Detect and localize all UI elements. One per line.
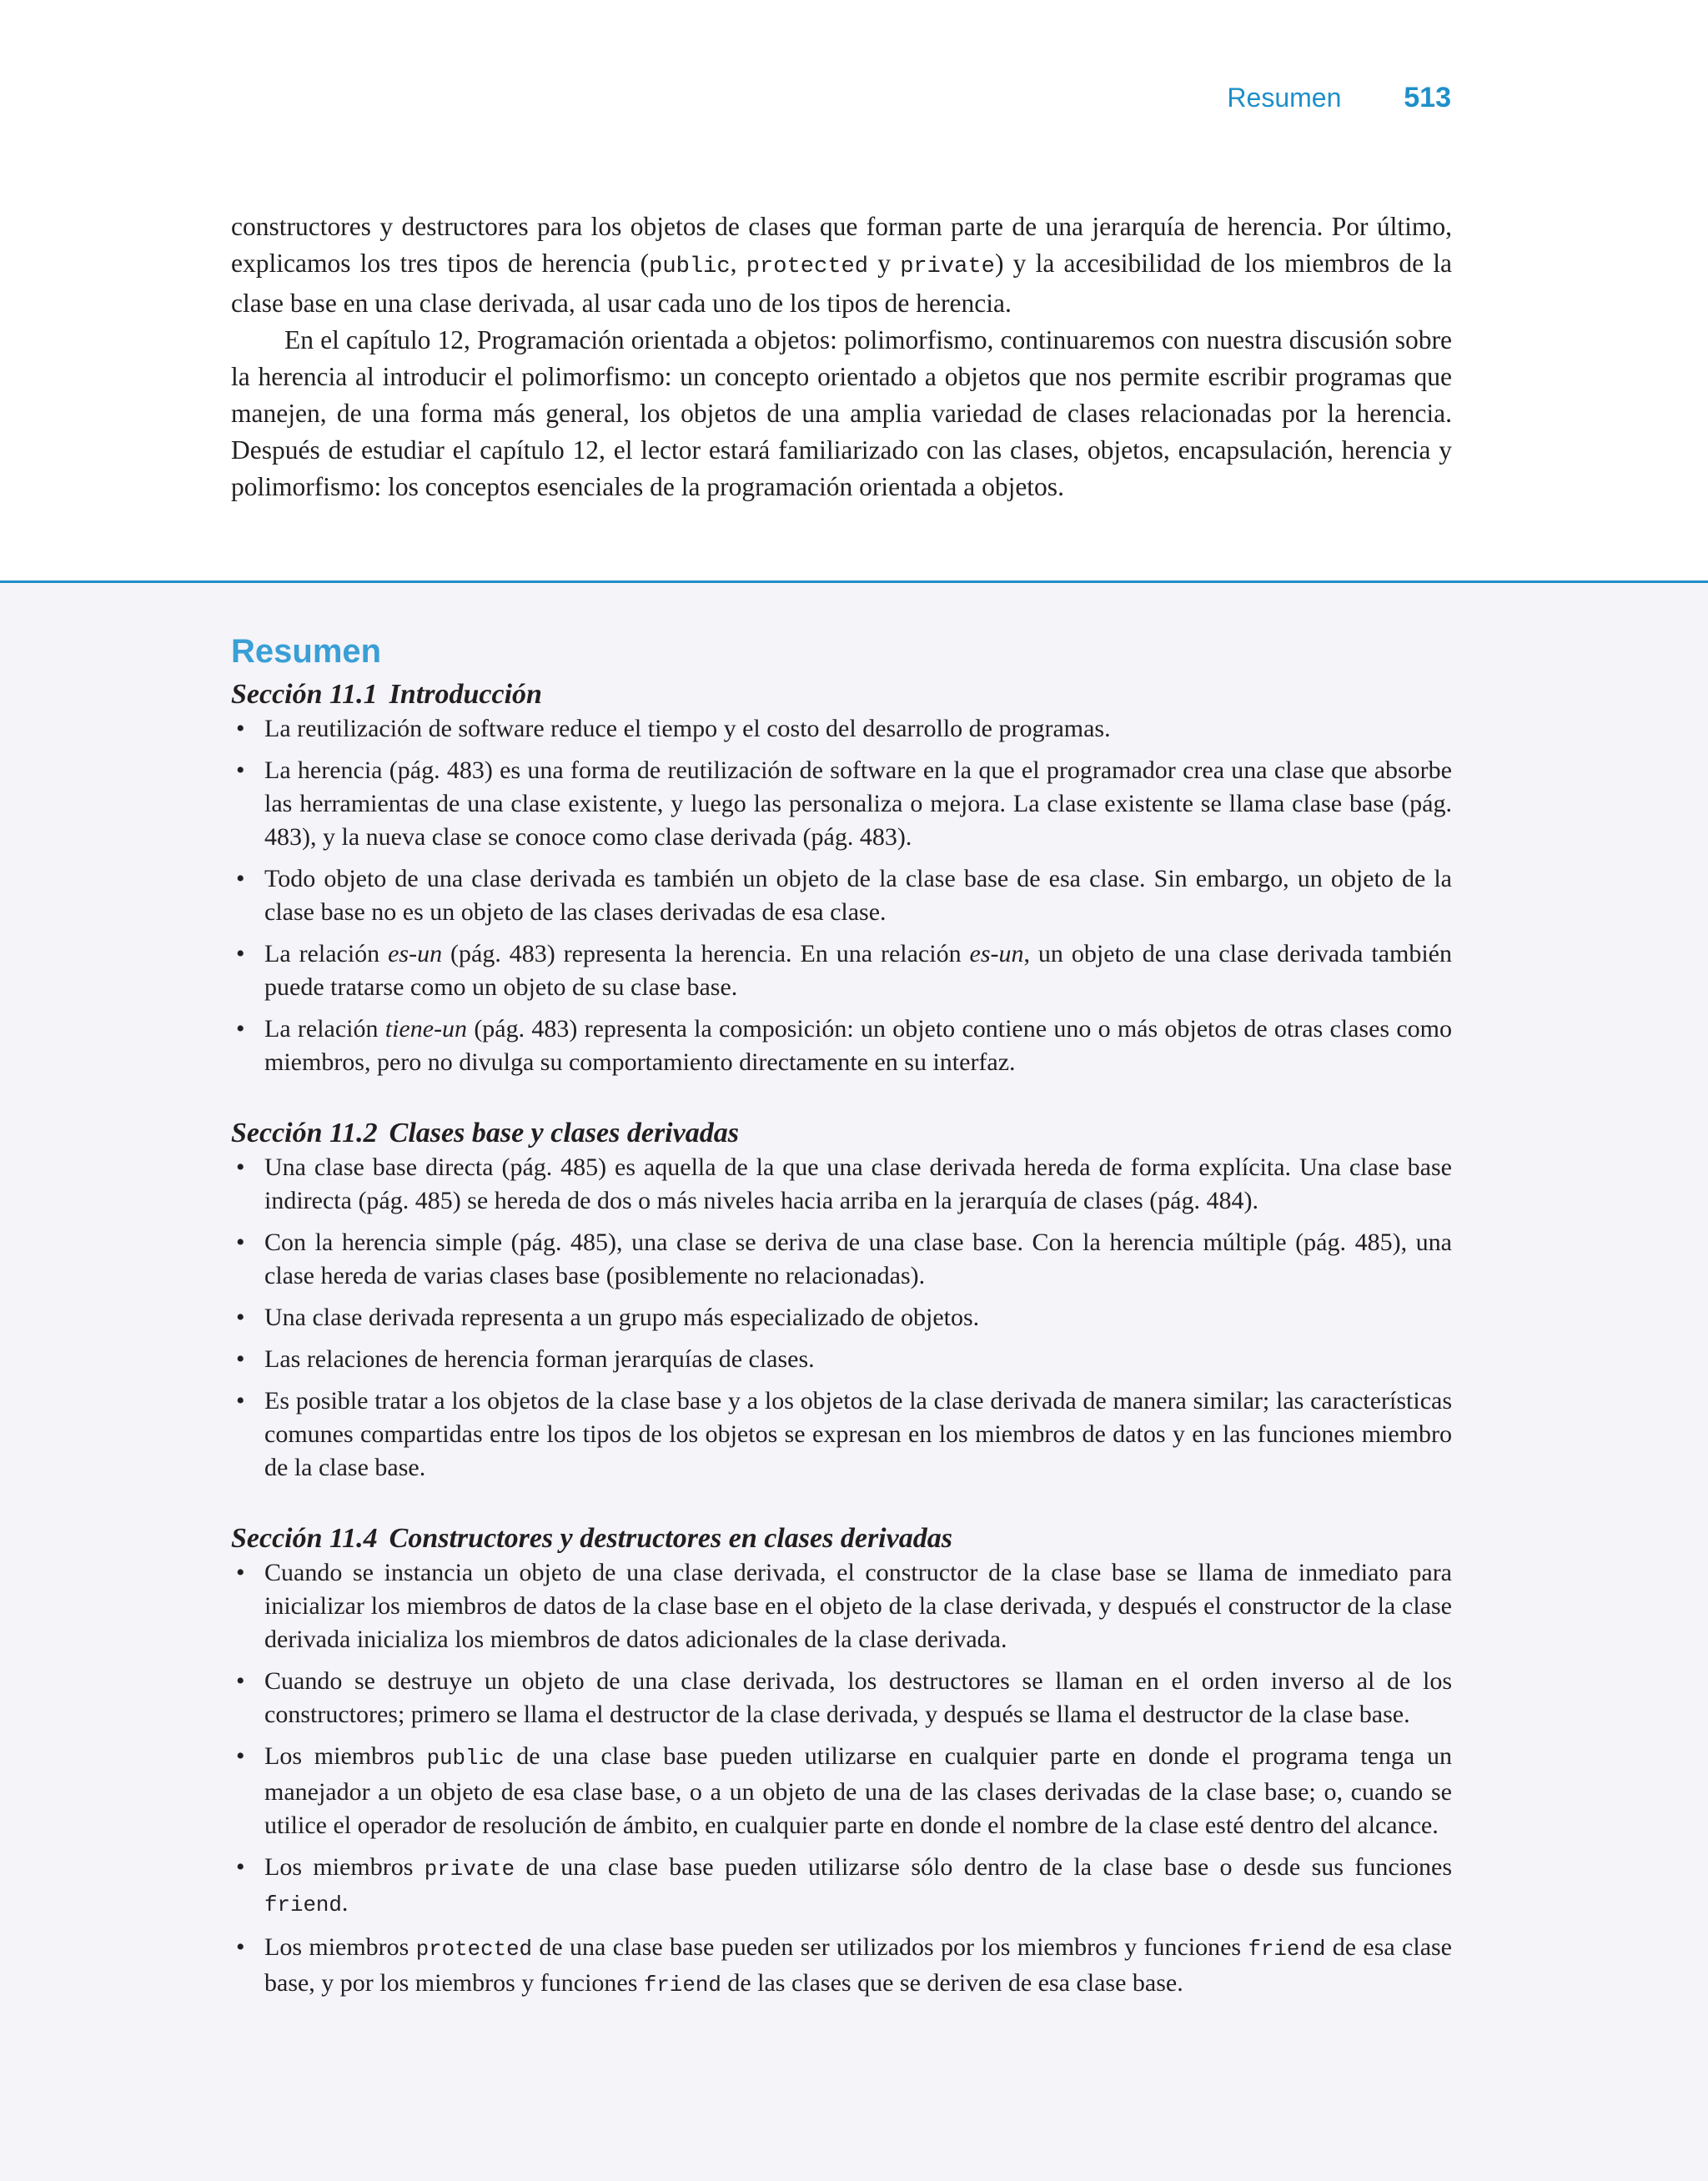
inline-code: public xyxy=(649,254,731,279)
inline-code: friend xyxy=(1248,1937,1326,1962)
section-name: Constructores y destructores en clases derivadas xyxy=(389,1523,952,1554)
bullet-list xyxy=(231,1556,1452,2003)
bullet-list xyxy=(231,1151,1452,1485)
section-heading xyxy=(231,1521,1452,1556)
text-run: Una clase derivada representa a un grupo más especializado de objetos. xyxy=(264,1304,980,1331)
text-run: Las relaciones de herencia forman jerarquías de clases. xyxy=(264,1345,815,1373)
section-name: Introducción xyxy=(389,679,542,710)
text-run: de las clases que se deriven de esa clase base. xyxy=(721,1969,1183,1997)
italic-term: es-un xyxy=(388,940,443,967)
text-run: y xyxy=(868,249,901,278)
text-run: Los miembros xyxy=(264,1853,424,1881)
text-run: , un objeto de una clase derivada también puede tratarse como un objeto de su clase base. xyxy=(264,940,1452,1001)
running-head xyxy=(1227,82,1451,114)
summary-box xyxy=(0,580,1708,2181)
text-run: Cuando se destruye un objeto de una clase derivada, los destructores se llaman en el orden inverso al de los constructores; primero se llama el destructor de la clase derivada, y después se llama el destructor de la clase base. xyxy=(264,1667,1452,1728)
text-run: La herencia (pág. 483) es una forma de reutilización de software en la que el programador crea una clase que absorbe las herramientas de una clase existente, y luego las personaliza o mejora. La clase existente se llama clase base (pág. 483), y la nueva clase se conoce como clase derivada (pág. 483). xyxy=(264,756,1452,851)
bullet-item xyxy=(231,1851,1452,1922)
text-run: constructores y destructores para los objetos de clases que forman parte de una jerarquía de herencia. Por último, explicamos los tres tipos de herencia ( xyxy=(231,212,1452,278)
text-run: Los miembros xyxy=(264,1742,427,1770)
summary-section xyxy=(231,1521,1452,2003)
summary-section xyxy=(231,677,1452,1079)
intro-text xyxy=(231,209,1452,505)
inline-code: protected xyxy=(746,254,868,279)
bullet-list xyxy=(231,712,1452,1079)
text-run: Los miembros xyxy=(264,1933,416,1961)
page-number: 513 xyxy=(1404,82,1451,113)
section-number: Sección 11.2 xyxy=(231,1118,378,1148)
bullet-item xyxy=(231,1343,1452,1376)
text-run: Una clase base directa (pág. 485) es aquella de la que una clase derivada hereda de forma explícita. Una clase base indirecta (pág. 485) se hereda de dos o más niveles hacia arriba en la jerarquía de clases (pág. 484). xyxy=(264,1153,1452,1214)
text-run: , xyxy=(730,249,746,278)
bullet-item xyxy=(231,937,1452,1004)
bullet-item xyxy=(231,1151,1452,1218)
inline-code: private xyxy=(900,254,995,279)
bullet-item xyxy=(231,1665,1452,1731)
bullet-item xyxy=(231,712,1452,746)
italic-term: tiene-un xyxy=(384,1015,468,1043)
section-number: Sección 11.4 xyxy=(231,1523,378,1554)
text-run: de una clase base pueden ser utilizados por los miembros y funciones xyxy=(532,1933,1248,1961)
text-run: . xyxy=(341,1889,349,1917)
section-heading xyxy=(231,1116,1452,1151)
summary-section xyxy=(231,1116,1452,1485)
text-run: (pág. 483) representa la composición: un objeto contiene uno o más objetos de otras clases como miembros, pero no divulga su comportamiento directamente en su interfaz. xyxy=(264,1015,1453,1076)
section-heading xyxy=(231,677,1452,712)
italic-term: es-un xyxy=(969,940,1024,967)
inline-code: private xyxy=(424,1857,515,1882)
text-run: (pág. 483) representa la herencia. En una relación xyxy=(442,940,970,967)
bullet-item xyxy=(231,862,1452,929)
inline-code: friend xyxy=(264,1893,342,1917)
summary-sections xyxy=(231,677,1452,2003)
intro-paragraph: En el capítulo 12, Programación orientada a objetos: polimorfismo, continuaremos con nuestra discusión sobre la herencia al introducir el polimorfismo: un concepto orientado a objetos que nos permite escribir programas que manejen, de una forma más general, los objetos de una amplia variedad de clases relacionadas por la herencia. Después de estudiar el capítulo 12, el lector estará familiarizado con las clases, objetos, encapsulación, herencia y polimorfismo: los conceptos esenciales de la programación orientada a objetos. xyxy=(231,325,1452,501)
summary-title: Resumen xyxy=(231,633,382,670)
text-run: Todo objeto de una clase derivada es también un objeto de la clase base de esa clase. Sin embargo, un objeto de la clase base no es un objeto de las clases derivadas de esa clase. xyxy=(264,865,1452,926)
running-head-title: Resumen xyxy=(1227,83,1342,113)
inline-code: friend xyxy=(643,1973,721,1998)
bullet-item xyxy=(231,1301,1452,1334)
text-run: La reutilización de software reduce el tiempo y el costo del desarrollo de programas. xyxy=(264,715,1111,742)
bullet-item xyxy=(231,1384,1452,1485)
bullet-item xyxy=(231,1931,1452,2003)
bullet-item xyxy=(231,754,1452,854)
intro-paragraph xyxy=(231,209,1452,322)
text-run: La relación xyxy=(264,1015,385,1043)
summary-content xyxy=(231,629,1452,2039)
text-run: Cuando se instancia un objeto de una clase derivada, el constructor de la clase base se llama de inmediato para inicializar los miembros de datos de la clase base en el objeto de la clase derivada, y después el constructor de la clase derivada inicializa los miembros de datos adicionales de la clase derivada. xyxy=(264,1559,1452,1653)
bullet-item xyxy=(231,1556,1452,1656)
text-run: de esa clase base, y por los miembros y funciones xyxy=(264,1933,1452,1997)
text-run: de una clase base pueden utilizarse en cualquier parte en donde el programa tenga un manejador a un objeto de esa clase base, o a un objeto de una de las clases derivadas de la clase base; o, cuando se utilice el operador de resolución de ámbito, en cualquier parte en donde el nombre de la clase esté dentro del alcance. xyxy=(264,1742,1452,1839)
bullet-item xyxy=(231,1740,1452,1842)
section-number: Sección 11.1 xyxy=(231,679,378,710)
bullet-item xyxy=(231,1013,1452,1079)
text-run: de una clase base pueden utilizarse sólo dentro de la clase base o desde sus funciones xyxy=(515,1853,1452,1881)
inline-code: public xyxy=(426,1746,505,1771)
text-run: ) y la accesibilidad de los miembros de la clase base en una clase derivada, al usar cada uno de los tipos de herencia. xyxy=(231,249,1452,318)
bullet-item xyxy=(231,1226,1452,1293)
text-run: Con la herencia simple (pág. 485), una clase se deriva de una clase base. Con la herencia múltiple (pág. 485), una clase hereda de varias clases base (posiblemente no relacionadas). xyxy=(264,1229,1452,1289)
section-name: Clases base y clases derivadas xyxy=(389,1118,739,1148)
text-run: Es posible tratar a los objetos de la clase base y a los objetos de la clase derivada de manera similar; las características comunes compartidas entre los tipos de los objetos se expresan en los miembros de datos y en las funciones miembro de la clase base. xyxy=(264,1387,1452,1481)
text-run: La relación xyxy=(264,940,389,967)
inline-code: protected xyxy=(415,1937,533,1962)
